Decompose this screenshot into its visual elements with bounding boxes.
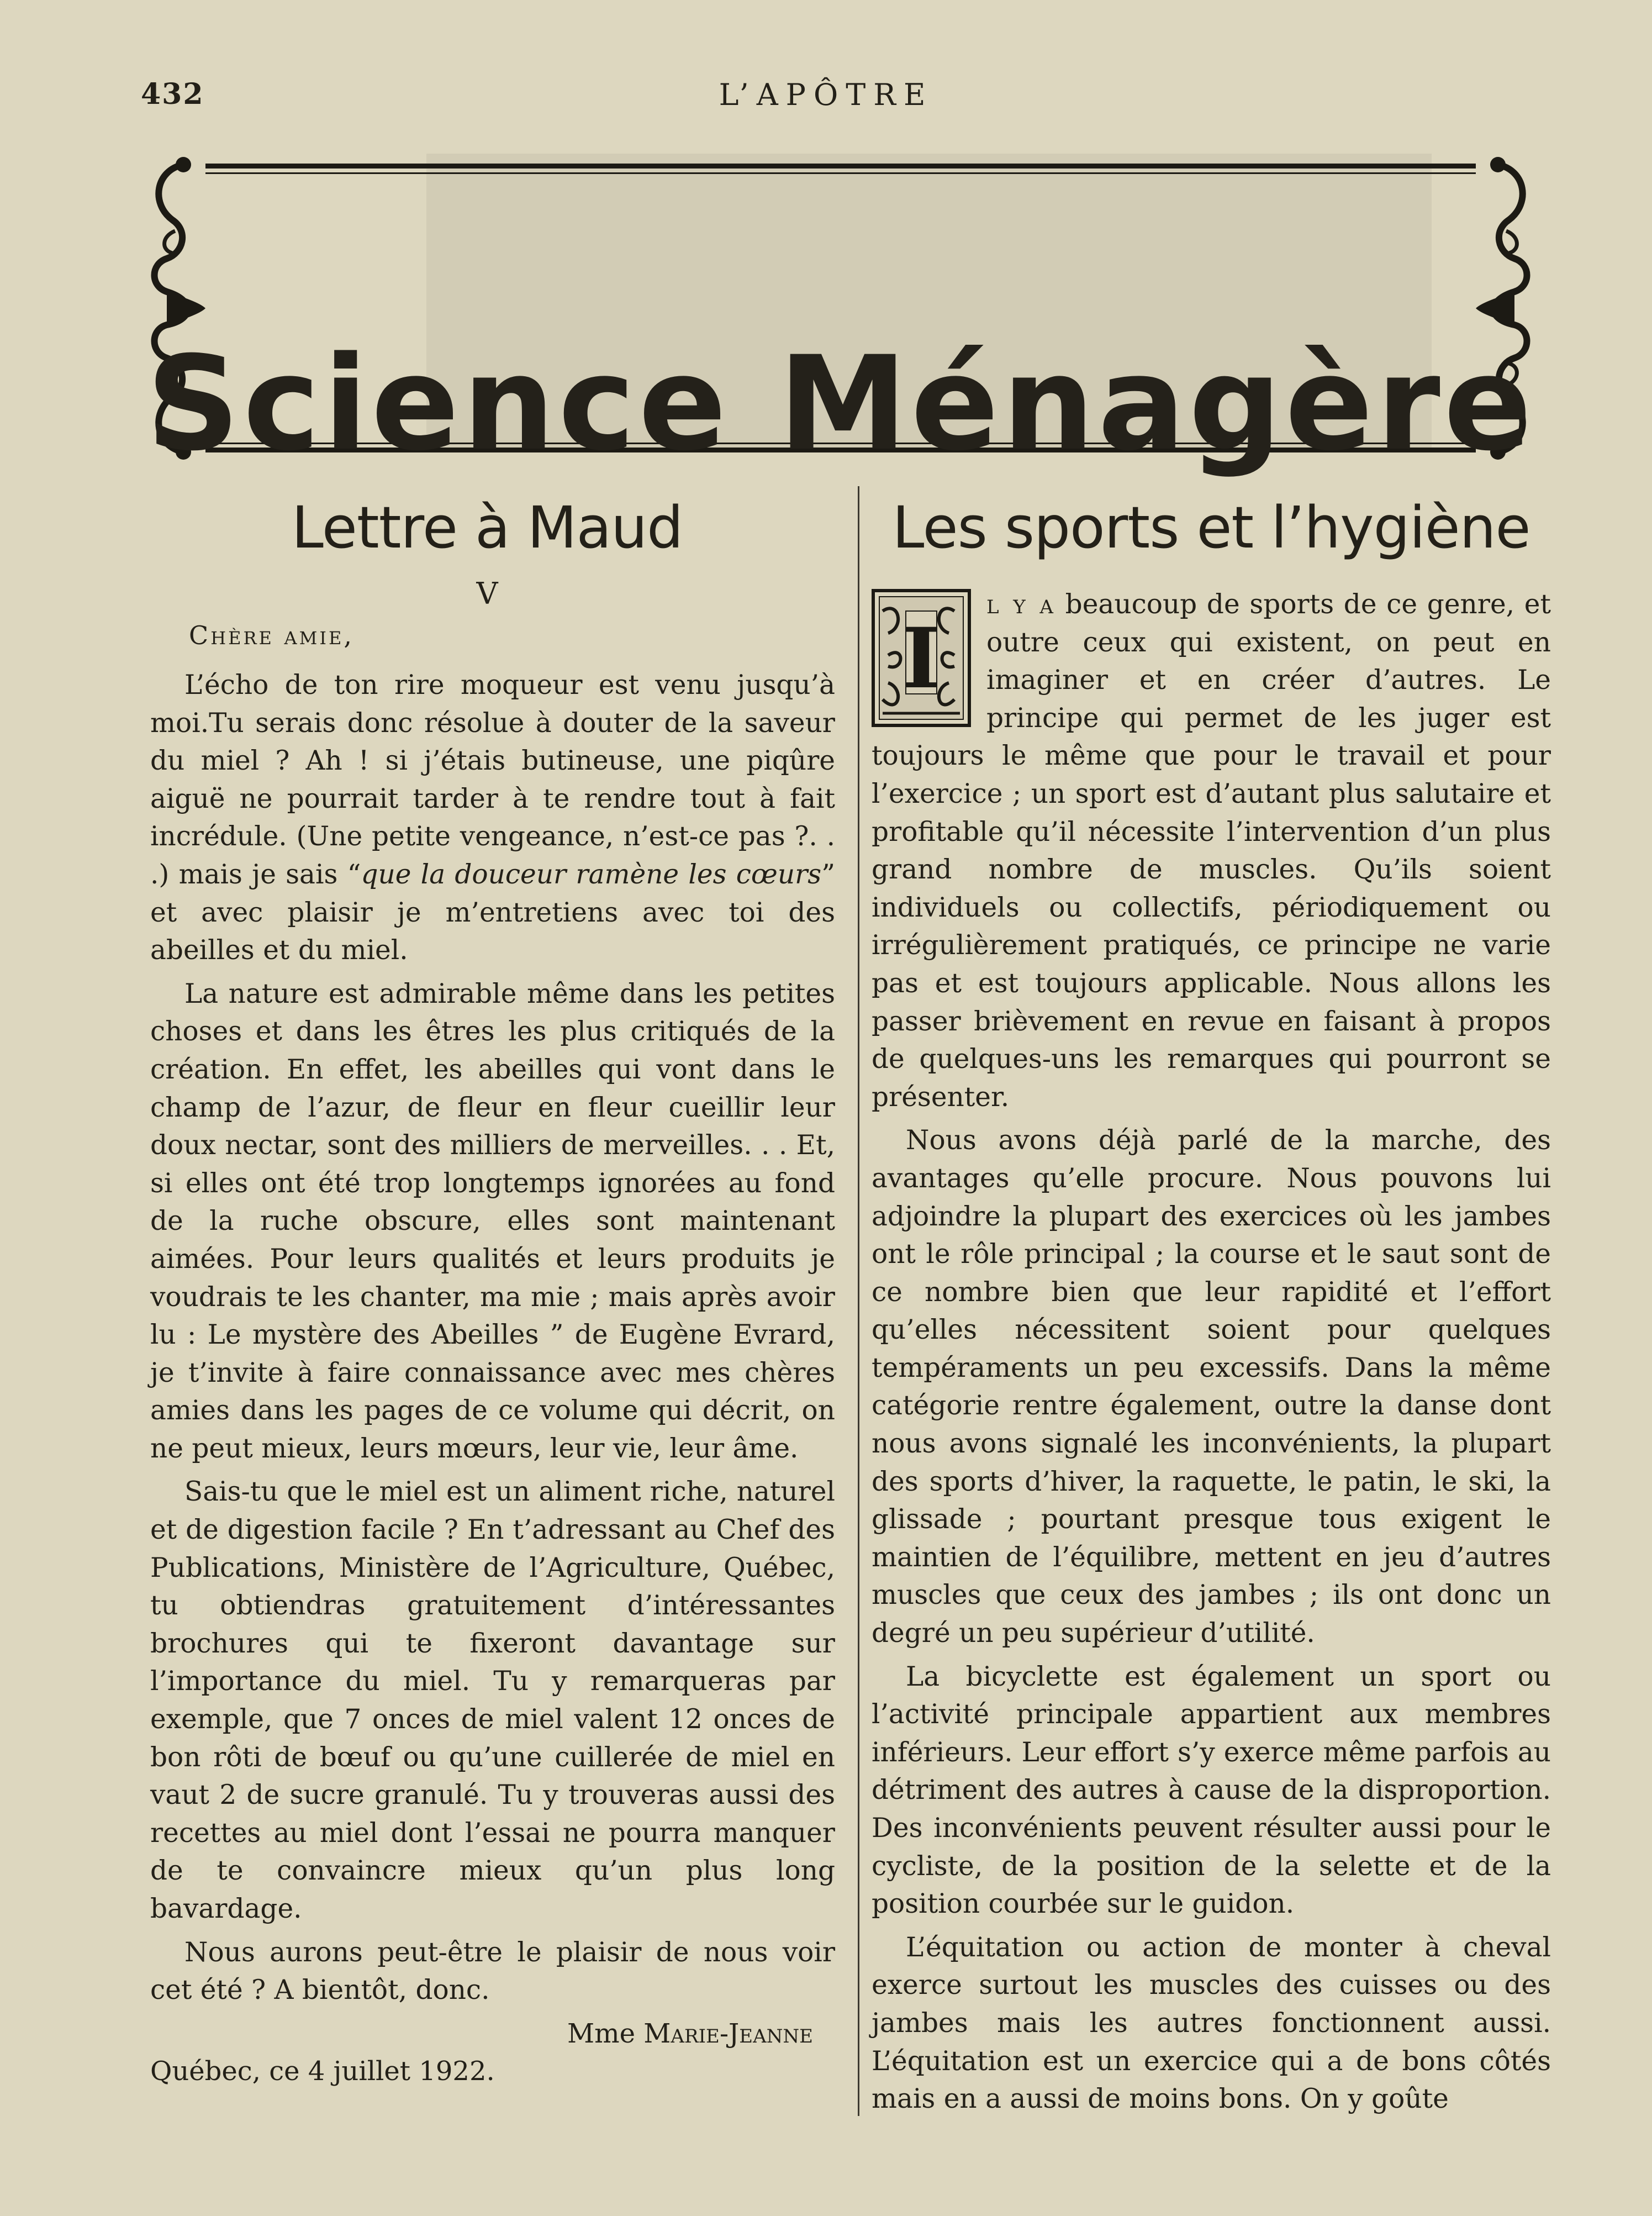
salutation: Chère amie, [189,620,355,650]
paragraph [150,666,835,970]
journal-title: L’APÔTRE [719,77,933,112]
article-sports-hygiene [872,486,1551,2124]
part-number: V [476,576,498,611]
article-lettre-a-maud [150,486,835,2090]
dropcap-ornament-icon [872,589,971,727]
paragraph: Sais-tu que le miel est un aliment riche, naturel et de digestion facile ? En t’adressant au Chef des Publications, Ministère de l’Agriculture, Québec, tu obtiendras gratuitement d’intéressantes brochures qui te fixeront davantage sur l’importance du miel. Tu y remarqueras par exemple, que 7 onces de miel valent 12 onces de bon rôti de bœuf ou qu’une cuillerée de miel en vaut 2 de sucre granulé. Tu y trouveras aussi des recettes au miel dont l’essai ne pourra manquer de te convaincre mieux qu’un plus long bavardage. [150,1476,835,1924]
article-title: Les sports et l’hygiène [892,494,1530,561]
paragraph: La nature est admirable même dans les petites choses et dans les êtres les plus critiqués de la création. En effet, les abeilles qui vont dans le champ de l’azur, de fleur en fleur cueillir leur doux nectar, sont des milliers de merveilles. . . Et, si elles ont été trop longtemps ignorées au fond de la ruche obscure, elles sont maintenant aimées. Pour leurs qualités et leurs produits je voudrais te les chanter, ma mie ; mais après avoir lu : Le mystère des Abeilles ” de Eugène Evrard, je t’invite à faire connaissance avec mes chères amies dans les pages de ce volume qui décrit, on ne peut mieux, leurs mœurs, leur vie, leur âme. [150,978,835,1464]
banner-rule-top-thin [205,172,1476,174]
column-divider [858,486,859,2116]
paragraph [872,586,1551,1116]
signature-name: Marie-Jeanne [643,2018,813,2049]
quoted-text: que la douceur ramène les cœurs [361,859,822,890]
paragraph-text: beaucoup de sports de ce genre, et outre ceux qui existent, on peut en imaginer et en créer d’autres. Le principe qui permet de les juger est toujours le même que pour le travail et pour l’exercice ; un sport est d’autant plus salutaire et profitable qu’il nécessite l’intervention d’un plus grand nombre de muscles. Qu’ils soient individuels ou collectifs, périodiquement ou irrégulièrement pratiqués, ce principe ne varie pas et est toujours applicable. Nous allons les passer brièvement en revue en faisant à propos de quelques-uns les remarques qui pourront se présenter. [872,589,1551,1113]
article-body [150,666,835,2009]
paragraph-text: L’écho de ton rire moqueur est venu jusqu’à moi.Tu serais donc résolue à douter de la saveur du miel ? Ah ! si j’étais butineuse, une piqûre aiguë ne pourrait tarder à te rendre tout à fait incrédule. (Une petite vengeance, n’est-ce pas ?. . .) mais je sais “ [150,670,835,890]
dropcap-letter: I [901,610,941,707]
article-title: Lettre à Maud [291,494,683,561]
page-number: 432 [141,77,204,111]
signature-title: Mme [567,2018,636,2049]
section-title: Science Ménagère [146,329,1535,480]
place-date: Québec, ce 4 juillet 1922. [150,2055,495,2087]
section-banner [145,154,1537,480]
lead-in: l y a [986,589,1055,620]
running-head [0,77,1652,122]
article-body [872,586,1551,2118]
signature [150,2015,835,2052]
signature-block [150,2015,835,2090]
paragraph: Nous avons déjà parlé de la marche, des avantages qu’elle procure. Nous pouvons lui adjoindre la plupart des exercices où les jambes ont le rôle principal ; la course et le saut sont de ce nombre bien que leur rapidité et l’effort qu’elles nécessitent soient pour quelques tempéraments un peu excessifs. Dans la même catégorie rentre également, outre la danse dont nous avons signalé les inconvénients, la plupart des sports d’hiver, la raquette, le patin, le ski, la glissade ; pourtant presque tous exigent le maintien de l’équilibre, mettent en jeu d’autres muscles que ceux des jambes ; ils ont donc un degré un peu supérieur d’utilité. [872,1125,1551,1649]
paragraph: Nous aurons peut-être le plaisir de nous voir cet été ? A bientôt, donc. [150,1936,835,2006]
paragraph: La bicyclette est également un sport ou l’activité principale appartient aux membres inférieurs. Leur effort s’y exerce même parfois au détriment des autres à cause de la disproportion. Des inconvénients peuvent résulter aussi pour le cycliste, de la position de la selette et de la position courbée sur le guidon. [872,1661,1551,1920]
banner-rule-top [205,164,1476,169]
paragraph-text: ” et avec plaisir je m’entretiens avec toi des abeilles et du miel. [150,859,835,966]
paragraph: L’équitation ou action de monter à cheval exerce surtout les muscles des cuisses ou des jambes mais les autres fonctionnent aussi. L’équitation est un exercice qui a de bons côtés mais en a aussi de moins bons. On y goûte [872,1931,1551,2115]
